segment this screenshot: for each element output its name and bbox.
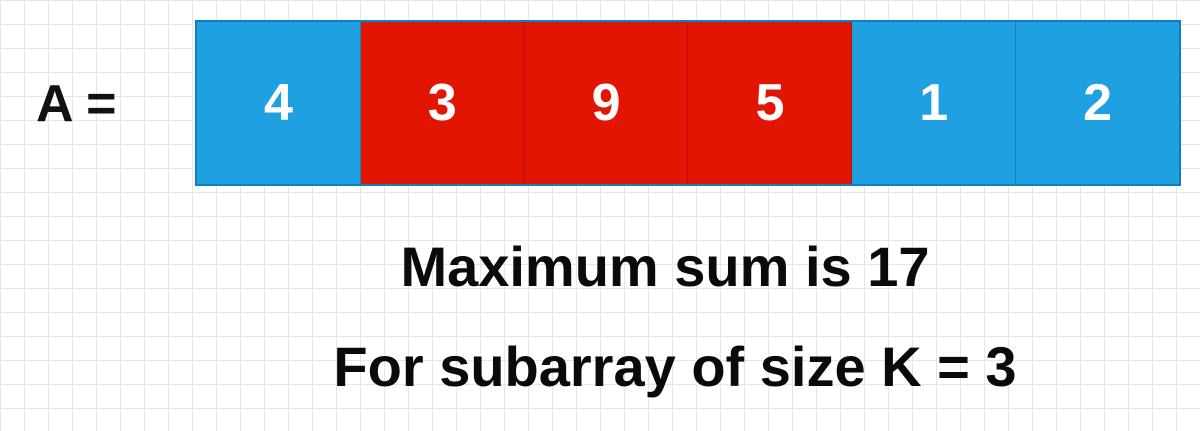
- array-cell: 1: [852, 22, 1016, 184]
- array-cell: 3: [361, 22, 525, 184]
- subarray-size-caption: For subarray of size K = 3: [333, 335, 1017, 398]
- array-cell: 2: [1016, 22, 1179, 184]
- array-label: A =: [36, 75, 117, 133]
- array-cell: 4: [197, 22, 361, 184]
- max-sum-caption: Maximum sum is 17: [400, 235, 930, 298]
- array-cell: 9: [525, 22, 689, 184]
- array-cell: 5: [688, 22, 852, 184]
- array-row: [195, 20, 1181, 186]
